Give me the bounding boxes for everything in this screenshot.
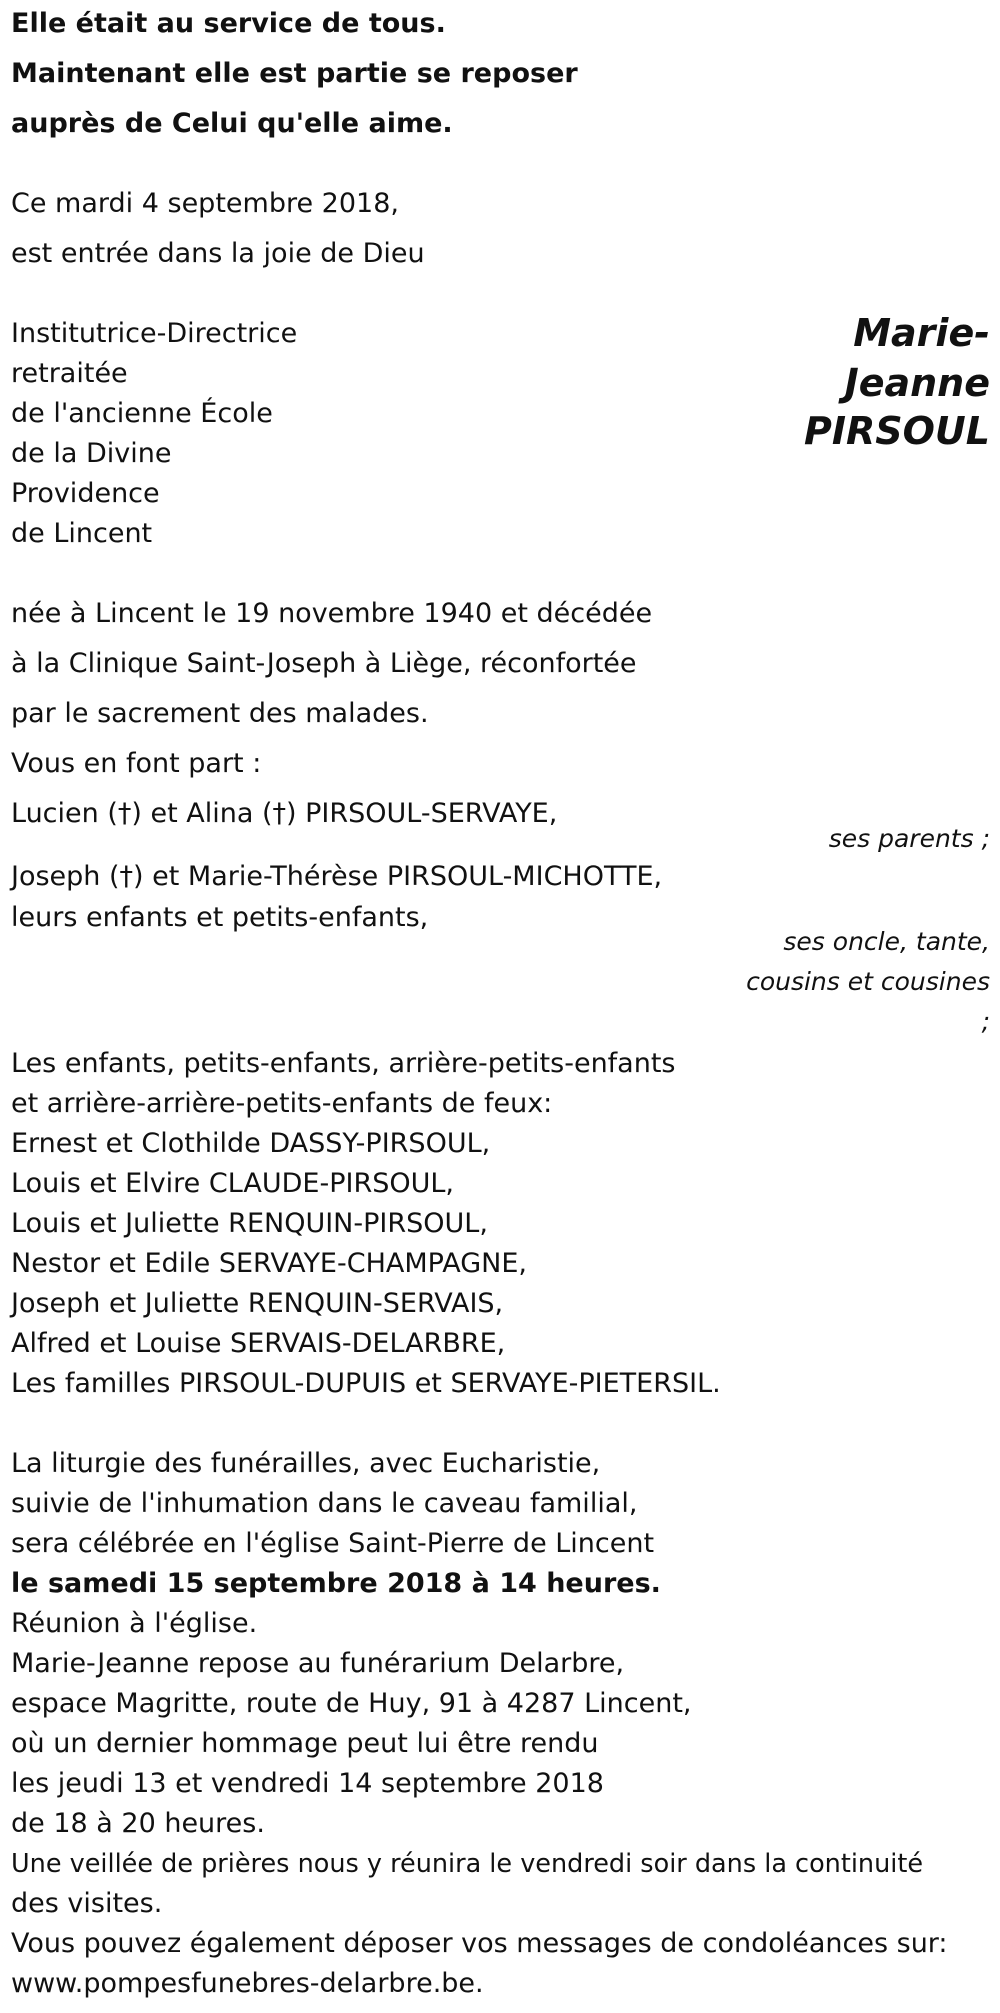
- deceased-title-line: de Lincent: [11, 518, 153, 549]
- funeral-after-line: espace Magritte, route de Huy, 91 à 4287 Lincent,: [11, 1688, 692, 1719]
- descendants-line: Nestor et Edile SERVAYE-CHAMPAGNE,: [11, 1248, 527, 1279]
- birth-death-line: née à Lincent le 19 novembre 1940 et décédée: [11, 598, 653, 629]
- funeral-after-line: où un dernier hommage peut lui être rendu: [11, 1728, 599, 1759]
- funeral-after-line: de 18 à 20 heures.: [11, 1808, 265, 1839]
- funeral-date: le samedi 15 septembre 2018 à 14 heures.: [11, 1568, 661, 1599]
- epigraph-line: Elle était au service de tous.: [11, 8, 446, 39]
- uncle-role-line: ses oncle, tante,: [783, 927, 990, 956]
- funeral-line: suivie de l'inhumation dans le caveau familial,: [11, 1488, 638, 1519]
- parents-role: ses parents ;: [828, 824, 990, 853]
- descendants-line: et arrière-arrière-petits-enfants de feux:: [11, 1088, 553, 1119]
- deceased-title-line: de l'ancienne École: [11, 398, 273, 429]
- parents-names: Lucien (†) et Alina (†) PIRSOUL-SERVAYE,: [11, 798, 558, 829]
- descendants-line: Ernest et Clothilde DASSY-PIRSOUL,: [11, 1128, 491, 1159]
- funeral-after-line: les jeudi 13 et vendredi 14 septembre 2018: [11, 1768, 604, 1799]
- birth-death-line: par le sacrement des malades.: [11, 698, 429, 729]
- intro-line: est entrée dans la joie de Dieu: [11, 238, 425, 269]
- funeral-after-line: Marie-Jeanne repose au funérarium Delarbre,: [11, 1648, 625, 1679]
- funeral-after-line: des visites.: [11, 1888, 163, 1919]
- funeral-line: sera célébrée en l'église Saint-Pierre de Lincent: [11, 1528, 655, 1559]
- deceased-title-line: Institutrice-Directrice: [11, 318, 298, 349]
- descendants-line: Louis et Elvire CLAUDE-PIRSOUL,: [11, 1168, 454, 1199]
- epigraph-line: auprès de Celui qu'elle aime.: [11, 108, 453, 139]
- birth-death-line: à la Clinique Saint-Joseph à Liège, réconfortée: [11, 648, 637, 679]
- intro-line: Ce mardi 4 septembre 2018,: [11, 188, 399, 219]
- funeral-after-line: Réunion à l'église.: [11, 1608, 258, 1639]
- funeral-after-line: Une veillée de prières nous y réunira le vendredi soir dans la continuité: [11, 1849, 924, 1879]
- descendants-line: Alfred et Louise SERVAIS-DELARBRE,: [11, 1328, 506, 1359]
- epigraph-line: Maintenant elle est partie se reposer: [11, 58, 578, 89]
- announce-line: Vous en font part :: [11, 748, 262, 779]
- deceased-title-line: Providence: [11, 478, 160, 509]
- deceased-name-line: Jeanne: [844, 361, 990, 405]
- uncle-role-line: cousins et cousines: [746, 967, 990, 996]
- deceased-title-line: retraitée: [11, 358, 128, 389]
- descendants-line: Les familles PIRSOUL-DUPUIS et SERVAYE-PIETERSIL.: [11, 1368, 721, 1399]
- deceased-title-line: de la Divine: [11, 438, 172, 469]
- descendants-line: Les enfants, petits-enfants, arrière-petits-enfants: [11, 1048, 676, 1079]
- descendants-line: Joseph et Juliette RENQUIN-SERVAIS,: [11, 1288, 504, 1319]
- condolences-website: www.pompesfunebres-delarbre.be.: [11, 1968, 484, 1999]
- deceased-name-line: Marie-: [853, 311, 990, 355]
- uncle-role-line: ;: [981, 1007, 990, 1036]
- uncle-names-line: Joseph (†) et Marie-Thérèse PIRSOUL-MICHOTTE,: [11, 861, 663, 892]
- funeral-after-line: Vous pouvez également déposer vos messages de condoléances sur:: [11, 1928, 948, 1959]
- uncle-names-line: leurs enfants et petits-enfants,: [11, 902, 429, 933]
- funeral-line: La liturgie des funérailles, avec Eucharistie,: [11, 1448, 601, 1479]
- descendants-line: Louis et Juliette RENQUIN-PIRSOUL,: [11, 1208, 488, 1239]
- deceased-name-line: PIRSOUL: [804, 409, 990, 453]
